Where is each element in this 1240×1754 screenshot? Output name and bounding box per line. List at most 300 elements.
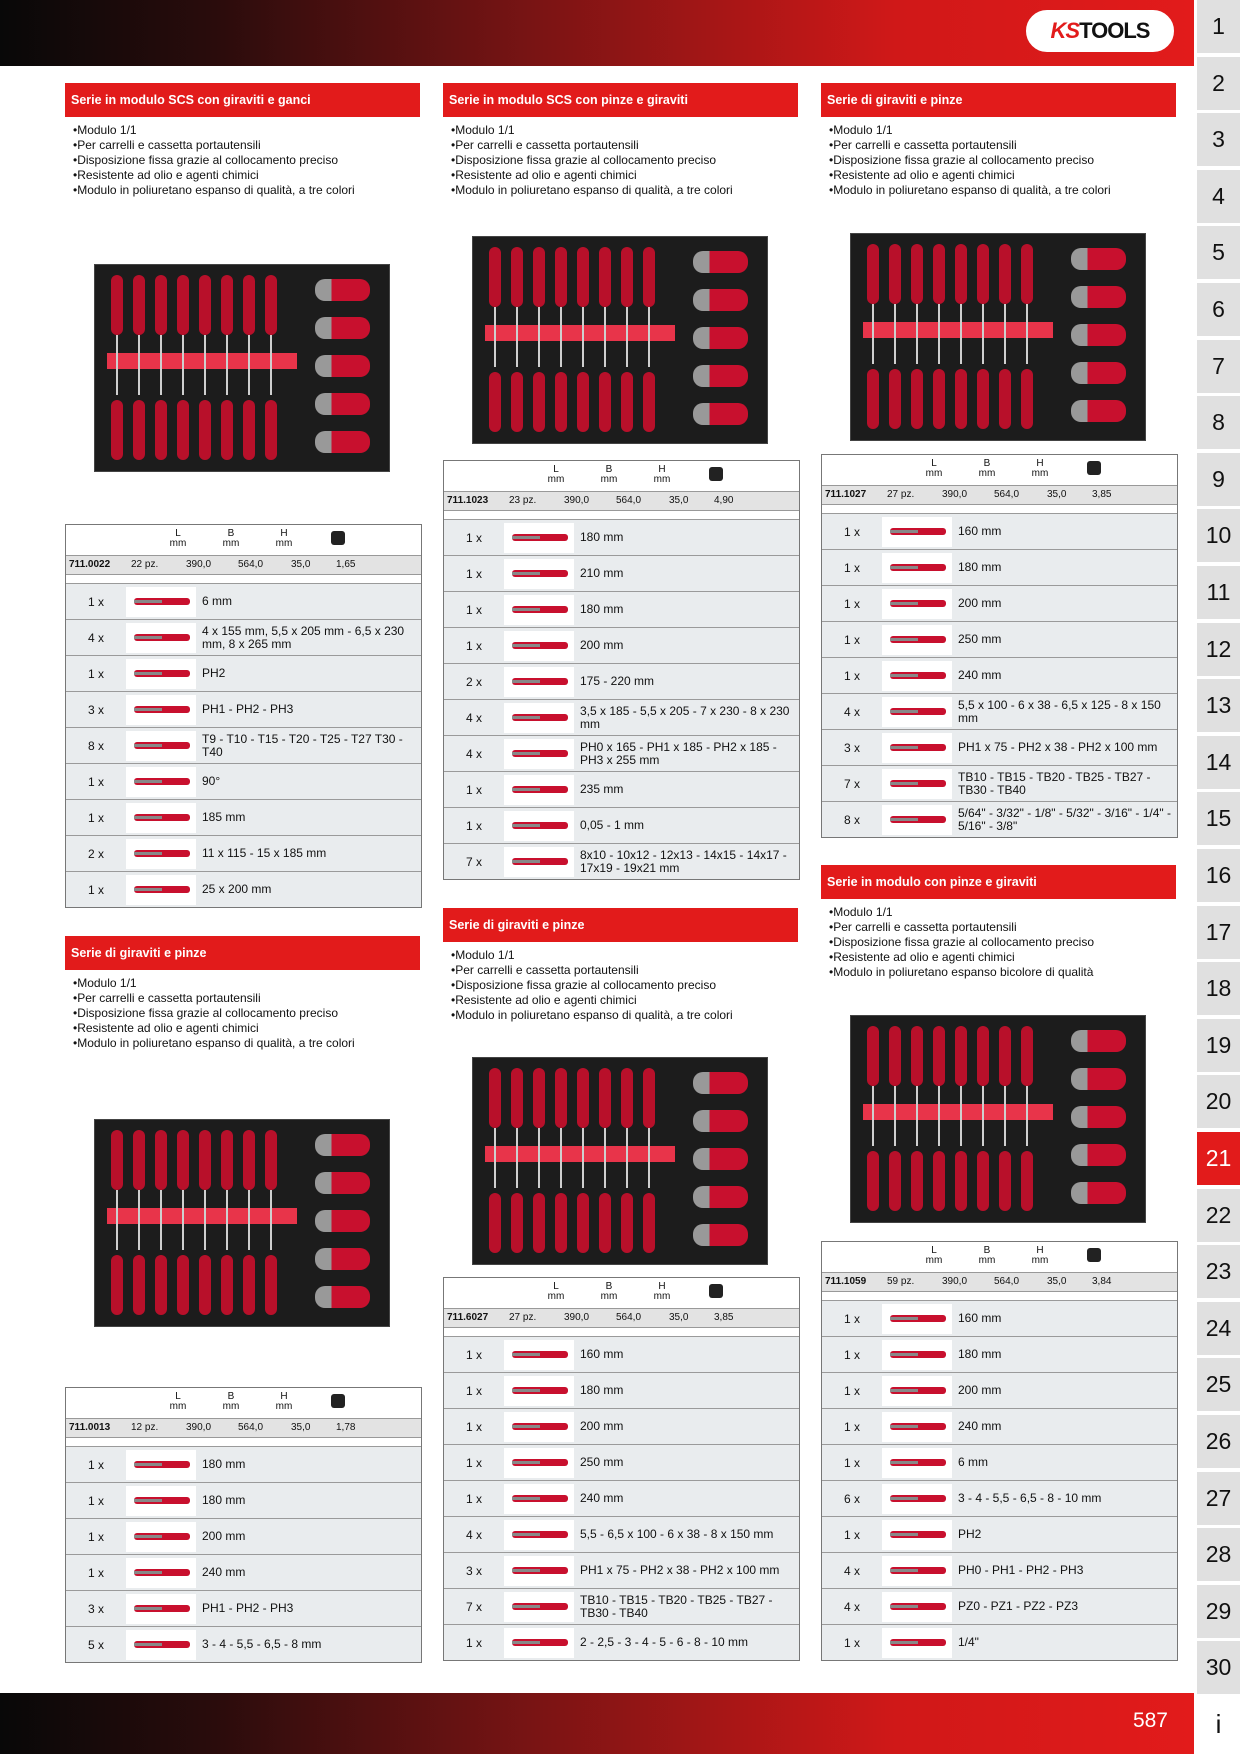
chapter-tab-6[interactable]: 6 bbox=[1197, 283, 1240, 336]
tool-quantity: 1 x bbox=[465, 602, 482, 617]
feature-item: • Disposizione fissa grazie al collocamento preciso bbox=[451, 978, 798, 993]
spec-header bbox=[444, 1278, 799, 1308]
height-value: 35,0 bbox=[291, 1422, 311, 1433]
screwdriver-handle-icon bbox=[577, 1193, 589, 1253]
chapter-tab-11[interactable]: 11 bbox=[1197, 566, 1240, 619]
screwdriver-handle-icon bbox=[999, 1026, 1011, 1086]
chapter-tab-30[interactable]: 30 bbox=[1197, 1641, 1240, 1694]
tool-row bbox=[822, 693, 1177, 729]
plier-icon bbox=[315, 1210, 370, 1232]
chapter-tab-i[interactable]: i bbox=[1197, 1698, 1240, 1751]
section-title: Serie di giraviti e pinze bbox=[65, 936, 420, 970]
tool-description: 90° bbox=[202, 774, 221, 788]
chapter-tab-20[interactable]: 20 bbox=[1197, 1075, 1240, 1128]
tool-blade-shape bbox=[134, 672, 162, 675]
tool-description: PH2 bbox=[958, 1527, 982, 1541]
dimension-label: H bbox=[658, 464, 666, 475]
screwdriver-handle-icon bbox=[111, 1255, 123, 1315]
dimension-label: H bbox=[280, 528, 288, 539]
screwdriver-handle-icon bbox=[911, 369, 923, 429]
plier-icon bbox=[693, 365, 748, 387]
feature-item: • Modulo in poliuretano espanso bicolore di qualità bbox=[829, 965, 1176, 980]
tool-thumbnail-icon bbox=[504, 775, 574, 805]
chapter-tab-17[interactable]: 17 bbox=[1197, 906, 1240, 959]
chapter-tab-9[interactable]: 9 bbox=[1197, 453, 1240, 506]
screwdriver-handle-icon bbox=[999, 244, 1011, 304]
tool-description: 11 x 115 - 15 x 185 mm bbox=[202, 846, 327, 860]
screwdriver-handle-icon bbox=[933, 244, 945, 304]
tool-description: 5/64" - 3/32" - 1/8" - 5/32" - 3/16" - 1/4" - 5/16" - 3/8" bbox=[958, 805, 1171, 833]
chapter-tab-24[interactable]: 24 bbox=[1197, 1302, 1240, 1355]
spec-row bbox=[444, 491, 799, 511]
screwdriver-handle-icon bbox=[933, 1151, 945, 1211]
dimension-label: B bbox=[983, 458, 991, 469]
tool-thumbnail-icon bbox=[126, 731, 196, 761]
screwdriver-handle-icon bbox=[133, 275, 145, 335]
plier-icon bbox=[1071, 1068, 1126, 1090]
section-711-1059 bbox=[821, 865, 1176, 980]
feature-item: • Resistente ad olio e agenti chimici bbox=[829, 950, 1176, 965]
screwdriver-handle-icon bbox=[489, 372, 501, 432]
screwdriver-shaft-icon bbox=[516, 1128, 518, 1188]
screwdriver-handle-icon bbox=[911, 244, 923, 304]
height-value: 35,0 bbox=[291, 559, 311, 570]
tool-row bbox=[822, 1408, 1177, 1444]
weight-kg-icon bbox=[709, 1284, 723, 1298]
tool-description: 160 mm bbox=[958, 524, 1002, 538]
plier-icon bbox=[693, 1110, 748, 1132]
chapter-tab-7[interactable]: 7 bbox=[1197, 340, 1240, 393]
dimension-label: L bbox=[553, 464, 559, 475]
dimension-unit: mm bbox=[925, 468, 943, 479]
screwdriver-shaft-icon bbox=[116, 335, 118, 395]
dimension-label: L bbox=[553, 1281, 559, 1292]
tool-blade-shape bbox=[134, 708, 162, 711]
screwdriver-handle-icon bbox=[265, 275, 277, 335]
dimension-header-b bbox=[594, 465, 624, 485]
screwdriver-shaft-icon bbox=[204, 1190, 206, 1250]
foam-holder-bar bbox=[485, 1146, 675, 1162]
screwdriver-handle-icon bbox=[265, 1255, 277, 1315]
plier-icon bbox=[1071, 248, 1126, 270]
section-711-0013 bbox=[65, 936, 420, 1051]
spec-header bbox=[66, 525, 421, 555]
chapter-tab-5[interactable]: 5 bbox=[1197, 226, 1240, 279]
tool-description: 250 mm bbox=[580, 1455, 624, 1469]
chapter-tab-27[interactable]: 27 bbox=[1197, 1472, 1240, 1525]
tool-thumbnail-icon bbox=[126, 767, 196, 797]
tool-blade-shape bbox=[512, 716, 540, 719]
feature-item: • Modulo in poliuretano espanso di qualità, a tre colori bbox=[829, 183, 1176, 198]
tool-row bbox=[822, 1480, 1177, 1516]
tool-description: TB10 - TB15 - TB20 - TB25 - TB27 - TB30 - TB40 bbox=[580, 1592, 773, 1620]
tool-row bbox=[66, 1482, 421, 1518]
screwdriver-handle-icon bbox=[155, 275, 167, 335]
dimension-label: L bbox=[175, 528, 181, 539]
tool-quantity: 6 x bbox=[843, 1491, 860, 1506]
logo-ks-text: KS bbox=[1050, 18, 1080, 43]
plier-icon bbox=[315, 1286, 370, 1308]
screwdriver-shaft-icon bbox=[894, 1086, 896, 1146]
length-value: 390,0 bbox=[942, 489, 968, 500]
tool-blade-shape bbox=[512, 1605, 540, 1608]
weight-kg-icon bbox=[331, 531, 345, 545]
chapter-tab-15[interactable]: 15 bbox=[1197, 792, 1240, 845]
tool-row bbox=[66, 835, 421, 871]
screwdriver-handle-icon bbox=[265, 400, 277, 460]
tool-description: 6 mm bbox=[958, 1455, 988, 1469]
feature-item: • Per carrelli e cassetta portautensili bbox=[73, 138, 420, 153]
feature-item: • Modulo 1/1 bbox=[829, 123, 1176, 138]
dimension-header-b bbox=[216, 529, 246, 549]
tool-thumbnail-icon bbox=[504, 739, 574, 769]
tool-thumbnail-icon bbox=[504, 1376, 574, 1406]
screwdriver-shaft-icon bbox=[626, 1128, 628, 1188]
feature-list bbox=[443, 948, 798, 1023]
tool-thumbnail-icon bbox=[882, 769, 952, 799]
height-value: 35,0 bbox=[669, 495, 689, 506]
screwdriver-handle-icon bbox=[999, 369, 1011, 429]
tool-quantity: 1 x bbox=[465, 1419, 482, 1434]
chapter-tab-26[interactable]: 26 bbox=[1197, 1415, 1240, 1468]
section-title: Serie di giraviti e pinze bbox=[443, 908, 798, 942]
screwdriver-handle-icon bbox=[889, 369, 901, 429]
plier-icon bbox=[693, 1072, 748, 1094]
tool-blade-shape bbox=[890, 1461, 918, 1464]
feature-list bbox=[443, 123, 798, 198]
screwdriver-shaft-icon bbox=[226, 335, 228, 395]
tool-thumbnail-icon bbox=[126, 1522, 196, 1552]
screwdriver-handle-icon bbox=[977, 1026, 989, 1086]
dimension-label: H bbox=[280, 1391, 288, 1402]
tool-row bbox=[822, 621, 1177, 657]
tool-description: 250 mm bbox=[958, 632, 1002, 646]
tool-row bbox=[444, 663, 799, 699]
tool-blade-shape bbox=[512, 1569, 540, 1572]
tool-quantity: 8 x bbox=[843, 812, 860, 827]
tool-row bbox=[66, 1446, 421, 1482]
tool-blade-shape bbox=[512, 536, 540, 539]
screwdriver-handle-icon bbox=[867, 1151, 879, 1211]
article-code: 711.0013 bbox=[69, 1422, 111, 1433]
screwdriver-handle-icon bbox=[955, 1026, 967, 1086]
screwdriver-handle-icon bbox=[133, 400, 145, 460]
dimension-label: B bbox=[605, 1281, 613, 1292]
screwdriver-shaft-icon bbox=[1026, 304, 1028, 364]
tool-quantity: 4 x bbox=[843, 1563, 860, 1578]
dimension-unit: mm bbox=[222, 538, 240, 549]
tool-description: 180 mm bbox=[580, 530, 624, 544]
feature-list bbox=[821, 123, 1176, 198]
dimension-unit: mm bbox=[275, 538, 293, 549]
tool-thumbnail-icon bbox=[882, 697, 952, 727]
tool-description: PH0 x 165 - PH1 x 185 - PH2 x 185 - PH3 x 255 mm bbox=[580, 739, 777, 767]
feature-item: • Per carrelli e cassetta portautensili bbox=[829, 920, 1176, 935]
chapter-tab-2[interactable]: 2 bbox=[1197, 57, 1240, 110]
tool-description: PH1 - PH2 - PH3 bbox=[202, 702, 294, 716]
tool-blade-shape bbox=[134, 1607, 162, 1610]
tool-row bbox=[822, 1444, 1177, 1480]
tool-thumbnail-icon bbox=[504, 1592, 574, 1622]
screwdriver-shaft-icon bbox=[182, 1190, 184, 1250]
dimension-header-h bbox=[1025, 459, 1055, 479]
logo-tools-text: TOOLS bbox=[1079, 18, 1150, 43]
chapter-tab-28[interactable]: 28 bbox=[1197, 1528, 1240, 1581]
tool-description: 240 mm bbox=[580, 1491, 624, 1505]
tool-description: 200 mm bbox=[958, 596, 1002, 610]
tool-thumbnail-icon bbox=[882, 1340, 952, 1370]
screwdriver-handle-icon bbox=[177, 275, 189, 335]
feature-item: • Disposizione fissa grazie al collocamento preciso bbox=[73, 153, 420, 168]
screwdriver-handle-icon bbox=[221, 275, 233, 335]
screwdriver-shaft-icon bbox=[604, 307, 606, 367]
tool-description: 180 mm bbox=[958, 560, 1002, 574]
tool-description: TB10 - TB15 - TB20 - TB25 - TB27 - TB30 - TB40 bbox=[958, 769, 1151, 797]
tool-quantity: 1 x bbox=[465, 1635, 482, 1650]
screwdriver-shaft-icon bbox=[560, 1128, 562, 1188]
screwdriver-handle-icon bbox=[133, 1130, 145, 1190]
tool-thumbnail-icon bbox=[126, 875, 196, 905]
screwdriver-handle-icon bbox=[1021, 369, 1033, 429]
tool-row bbox=[822, 513, 1177, 549]
tool-row bbox=[66, 1590, 421, 1626]
screwdriver-shaft-icon bbox=[982, 304, 984, 364]
tool-blade-shape bbox=[512, 1353, 540, 1356]
foam-holder-bar bbox=[107, 353, 297, 369]
screwdriver-handle-icon bbox=[155, 1130, 167, 1190]
tool-thumbnail-icon bbox=[126, 1558, 196, 1588]
tool-description: 1/4" bbox=[958, 1635, 979, 1649]
tool-quantity: 1 x bbox=[843, 1347, 860, 1362]
dimension-unit: mm bbox=[925, 1255, 943, 1266]
product-photo-711-1023 bbox=[472, 236, 768, 444]
dimension-unit: mm bbox=[169, 538, 187, 549]
tool-quantity: 1 x bbox=[465, 1383, 482, 1398]
tool-blade-shape bbox=[134, 600, 162, 603]
tool-row bbox=[66, 1518, 421, 1554]
chapter-tab-16[interactable]: 16 bbox=[1197, 849, 1240, 902]
screwdriver-handle-icon bbox=[555, 372, 567, 432]
chapter-tab-10[interactable]: 10 bbox=[1197, 509, 1240, 562]
tool-blade-shape bbox=[134, 1535, 162, 1538]
tool-row bbox=[444, 1444, 799, 1480]
dimension-label: B bbox=[983, 1245, 991, 1256]
screwdriver-handle-icon bbox=[489, 247, 501, 307]
chapter-tab-4[interactable]: 4 bbox=[1197, 170, 1240, 223]
screwdriver-shaft-icon bbox=[916, 1086, 918, 1146]
screwdriver-handle-icon bbox=[133, 1255, 145, 1315]
screwdriver-shaft-icon bbox=[916, 304, 918, 364]
chapter-tab-8[interactable]: 8 bbox=[1197, 396, 1240, 449]
weight-value: 3,84 bbox=[1092, 1276, 1112, 1287]
spec-table-711-1027 bbox=[821, 454, 1178, 838]
tool-description: 160 mm bbox=[580, 1347, 624, 1361]
feature-item: • Per carrelli e cassetta portautensili bbox=[451, 138, 798, 153]
feature-item: • Modulo 1/1 bbox=[829, 905, 1176, 920]
screwdriver-shaft-icon bbox=[182, 335, 184, 395]
section-711-1027 bbox=[821, 83, 1176, 198]
spec-gap bbox=[66, 1438, 421, 1446]
tool-blade-shape bbox=[134, 636, 162, 639]
chapter-tab-3[interactable]: 3 bbox=[1197, 113, 1240, 166]
tool-blade-shape bbox=[134, 780, 162, 783]
dimension-header-l bbox=[163, 529, 193, 549]
piece-count: 23 pz. bbox=[509, 495, 537, 506]
plier-icon bbox=[315, 431, 370, 453]
screwdriver-handle-icon bbox=[955, 244, 967, 304]
plier-icon bbox=[693, 403, 748, 425]
tool-thumbnail-icon bbox=[126, 1630, 196, 1660]
tool-row bbox=[66, 583, 421, 619]
tool-blade-shape bbox=[890, 1353, 918, 1356]
tool-thumbnail-icon bbox=[504, 559, 574, 589]
tool-description: T9 - T10 - T15 - T20 - T25 - T27 T30 - T40 bbox=[202, 731, 403, 759]
screwdriver-handle-icon bbox=[1021, 1026, 1033, 1086]
chapter-tab-18[interactable]: 18 bbox=[1197, 962, 1240, 1015]
weight-value: 4,90 bbox=[714, 495, 734, 506]
tool-thumbnail-icon bbox=[882, 1376, 952, 1406]
tool-description: 4 x 155 mm, 5,5 x 205 mm - 6,5 x 230 mm, 8 x 265 mm bbox=[202, 623, 405, 651]
screwdriver-shaft-icon bbox=[582, 307, 584, 367]
tool-thumbnail-icon bbox=[504, 595, 574, 625]
tool-row bbox=[444, 699, 799, 735]
weight-value: 3,85 bbox=[1092, 489, 1112, 500]
chapter-tab-14[interactable]: 14 bbox=[1197, 736, 1240, 789]
tool-thumbnail-icon bbox=[126, 1486, 196, 1516]
tool-thumbnail-icon bbox=[504, 811, 574, 841]
screwdriver-shaft-icon bbox=[116, 1190, 118, 1250]
tool-quantity: 1 x bbox=[843, 560, 860, 575]
screwdriver-shaft-icon bbox=[270, 1190, 272, 1250]
chapter-tab-13[interactable]: 13 bbox=[1197, 679, 1240, 732]
spec-row bbox=[444, 1308, 799, 1328]
feature-item: • Disposizione fissa grazie al collocamento preciso bbox=[73, 1006, 420, 1021]
section-711-6027 bbox=[443, 908, 798, 1023]
foam-holder-bar bbox=[485, 325, 675, 341]
tool-thumbnail-icon bbox=[504, 1412, 574, 1442]
chapter-tab-29[interactable]: 29 bbox=[1197, 1585, 1240, 1638]
tool-description: 210 mm bbox=[580, 566, 624, 580]
section-title: Serie in modulo con pinze e giraviti bbox=[821, 865, 1176, 899]
chapter-tab-21[interactable]: 21 bbox=[1197, 1132, 1240, 1185]
tool-thumbnail-icon bbox=[504, 1448, 574, 1478]
screwdriver-shaft-icon bbox=[648, 307, 650, 367]
tool-quantity: 4 x bbox=[465, 1527, 482, 1542]
screwdriver-shaft-icon bbox=[960, 304, 962, 364]
screwdriver-handle-icon bbox=[911, 1151, 923, 1211]
tool-description: 2 - 2,5 - 3 - 4 - 5 - 6 - 8 - 10 mm bbox=[580, 1635, 749, 1649]
tool-blade-shape bbox=[890, 782, 918, 785]
tool-row bbox=[822, 1588, 1177, 1624]
tool-thumbnail-icon bbox=[882, 1448, 952, 1478]
feature-item: • Modulo in poliuretano espanso di qualità, a tre colori bbox=[451, 1008, 798, 1023]
tool-row bbox=[66, 1626, 421, 1662]
page-number: 587 bbox=[1132, 1709, 1168, 1732]
feature-item: • Per carrelli e cassetta portautensili bbox=[451, 963, 798, 978]
screwdriver-shaft-icon bbox=[226, 1190, 228, 1250]
article-code: 711.1023 bbox=[447, 495, 489, 506]
plier-icon bbox=[1071, 400, 1126, 422]
tool-blade-shape bbox=[512, 680, 540, 683]
tool-blade-shape bbox=[890, 530, 918, 533]
screwdriver-handle-icon bbox=[177, 400, 189, 460]
screwdriver-handle-icon bbox=[955, 369, 967, 429]
tool-description: 0,05 - 1 mm bbox=[580, 818, 645, 832]
weight-kg-icon bbox=[1087, 461, 1101, 475]
tool-thumbnail-icon bbox=[882, 1628, 952, 1658]
screwdriver-handle-icon bbox=[533, 372, 545, 432]
chapter-tab-23[interactable]: 23 bbox=[1197, 1245, 1240, 1298]
dimension-label: L bbox=[931, 458, 937, 469]
tool-blade-shape bbox=[890, 602, 918, 605]
chapter-tab-25[interactable]: 25 bbox=[1197, 1358, 1240, 1411]
screwdriver-shaft-icon bbox=[160, 1190, 162, 1250]
tool-thumbnail-icon bbox=[882, 805, 952, 835]
screwdriver-handle-icon bbox=[621, 1193, 633, 1253]
tool-blade-shape bbox=[890, 1533, 918, 1536]
chapter-tab-1[interactable]: 1 bbox=[1197, 0, 1240, 53]
tool-quantity: 1 x bbox=[87, 594, 104, 609]
article-code: 711.1059 bbox=[825, 1276, 867, 1287]
screwdriver-handle-icon bbox=[889, 1151, 901, 1211]
weight-kg-icon bbox=[331, 1394, 345, 1408]
tool-row bbox=[822, 549, 1177, 585]
tool-quantity: 1 x bbox=[843, 1419, 860, 1434]
screwdriver-handle-icon bbox=[111, 400, 123, 460]
screwdriver-shaft-icon bbox=[938, 304, 940, 364]
dimension-unit: mm bbox=[1031, 1255, 1049, 1266]
feature-list bbox=[65, 123, 420, 198]
feature-item: • Modulo in poliuretano espanso di qualità, a tre colori bbox=[73, 1036, 420, 1051]
screwdriver-handle-icon bbox=[489, 1193, 501, 1253]
tool-blade-shape bbox=[890, 674, 918, 677]
plier-icon bbox=[315, 1248, 370, 1270]
screwdriver-shaft-icon bbox=[1026, 1086, 1028, 1146]
chapter-tab-19[interactable]: 19 bbox=[1197, 1019, 1240, 1072]
screwdriver-shaft-icon bbox=[982, 1086, 984, 1146]
tool-description: 175 - 220 mm bbox=[580, 674, 655, 688]
screwdriver-shaft-icon bbox=[582, 1128, 584, 1188]
screwdriver-handle-icon bbox=[643, 1193, 655, 1253]
tool-thumbnail-icon bbox=[504, 703, 574, 733]
tool-thumbnail-icon bbox=[504, 1628, 574, 1658]
screwdriver-shaft-icon bbox=[894, 304, 896, 364]
tool-blade-shape bbox=[890, 710, 918, 713]
tool-quantity: 1 x bbox=[87, 810, 104, 825]
screwdriver-handle-icon bbox=[977, 244, 989, 304]
tool-quantity: 8 x bbox=[87, 738, 104, 753]
tool-quantity: 1 x bbox=[465, 1347, 482, 1362]
screwdriver-shaft-icon bbox=[494, 1128, 496, 1188]
top-banner bbox=[0, 0, 1194, 66]
plier-icon bbox=[693, 1148, 748, 1170]
chapter-tab-12[interactable]: 12 bbox=[1197, 623, 1240, 676]
tool-row bbox=[444, 1336, 799, 1372]
tool-quantity: 1 x bbox=[843, 1383, 860, 1398]
tool-blade-shape bbox=[134, 852, 162, 855]
tool-description: 200 mm bbox=[580, 1419, 624, 1433]
chapter-tab-22[interactable]: 22 bbox=[1197, 1189, 1240, 1242]
tool-description: 185 mm bbox=[202, 810, 246, 824]
screwdriver-handle-icon bbox=[555, 247, 567, 307]
tool-description: 8x10 - 10x12 - 12x13 - 14x15 - 14x17 - 17x19 - 19x21 mm bbox=[580, 847, 787, 875]
tool-blade-shape bbox=[134, 1571, 162, 1574]
dimension-unit: mm bbox=[275, 1401, 293, 1412]
dimension-unit: mm bbox=[169, 1401, 187, 1412]
tool-thumbnail-icon bbox=[126, 695, 196, 725]
tool-quantity: 1 x bbox=[465, 1491, 482, 1506]
dimension-unit: mm bbox=[653, 474, 671, 485]
